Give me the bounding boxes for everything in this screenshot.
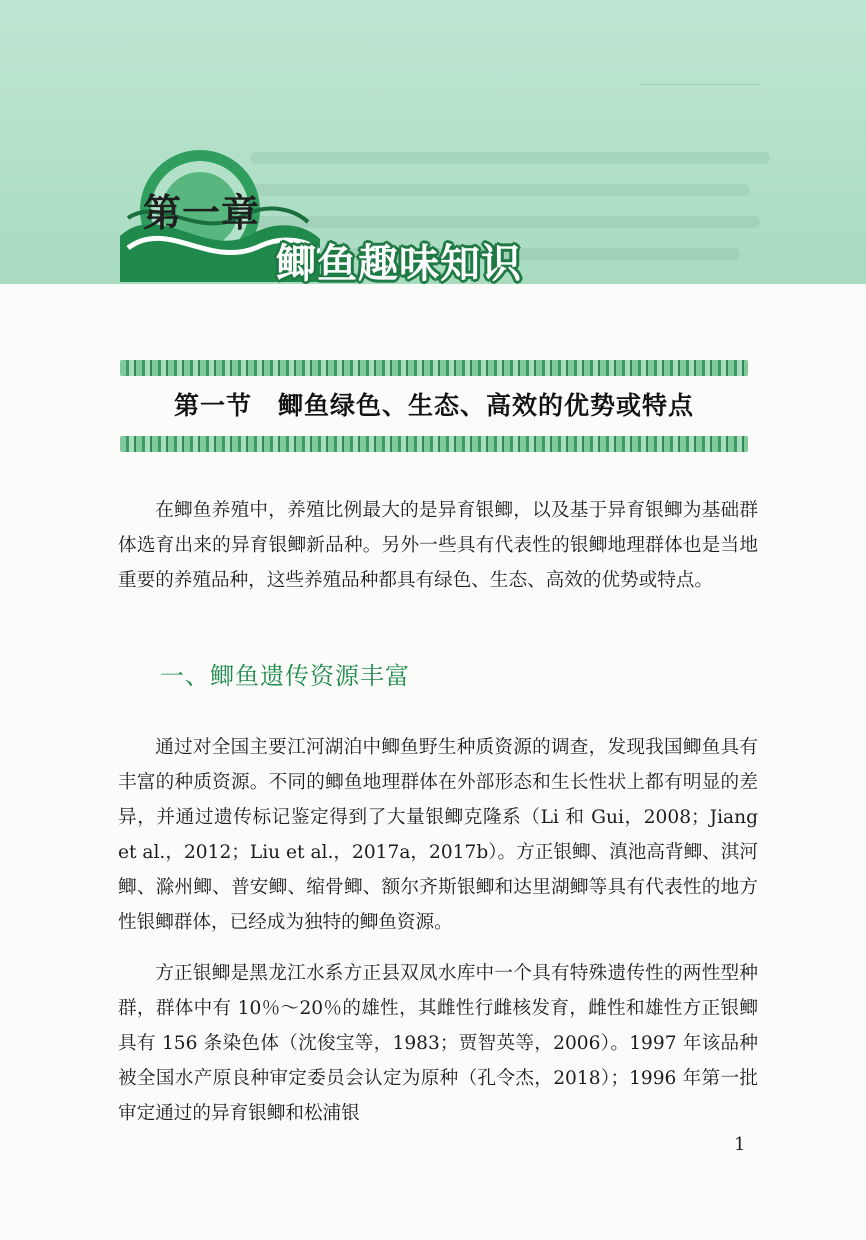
chapter-banner [0,0,866,284]
decorative-border-bottom [120,436,748,452]
intro-paragraph: 在鲫鱼养殖中，养殖比例最大的是异育银鲫，以及基于异育银鲫为基础群体选育出来的异育银鲫新品种。另外一些具有代表性的银鲫地理群体也是当地重要的养殖品种，这些养殖品种都具有绿色、生态、高效的优势或特点。 [118,500,758,591]
section-banner [120,360,748,452]
show-through-text-line [250,184,750,196]
chapter-title: 鲫鱼趣味知识 [276,241,522,284]
show-through-text-line [250,152,770,164]
subheading: 一、鲫鱼遗传资源丰富 [160,662,410,690]
chapter-number: 第一章 [143,191,261,235]
section-title: 第一节 鲫鱼绿色、生态、高效的优势或特点 [173,391,694,420]
decorative-border-top [120,360,748,376]
show-through-header [640,84,760,115]
body-paragraph: 通过对全国主要江河湖泊中鲫鱼野生种质资源的调查，发现我国鲫鱼具有丰富的种质资源。不同的鲫鱼地理群体在外部形态和生长性状上都有明显的差异，并通过遗传标记鉴定得到了大量银鲫克隆系（Li 和 Gui，2008；Jiang et al.，2012；Liu et al.，2017a，2017b）。方正银鲫、滇池高背鲫、淇河鲫、滁州鲫、普安鲫、缩骨鲫、额尔齐斯银鲫和达里湖鲫等具有代表性的地方性银鲫群体，已经成为独特的鲫鱼资源。 [118,737,758,933]
show-through-text-line [250,216,760,228]
body-paragraph: 方正银鲫是黑龙江水系方正县双凤水库中一个具有特殊遗传性的两性型种群，群体中有 10％～20％的雄性，其雌性行雌核发育，雌性和雄性方正银鲫具有 156 条染色体（沈俊宝等，1983；贾智英等，2006）。1997 年该品种被全国水产原良种审定委员会认定为原种（孔令杰，2018）；1996 年第一批审定通过的异育银鲫和松浦银 [118,963,758,1124]
page-number: 1 [734,1134,746,1155]
